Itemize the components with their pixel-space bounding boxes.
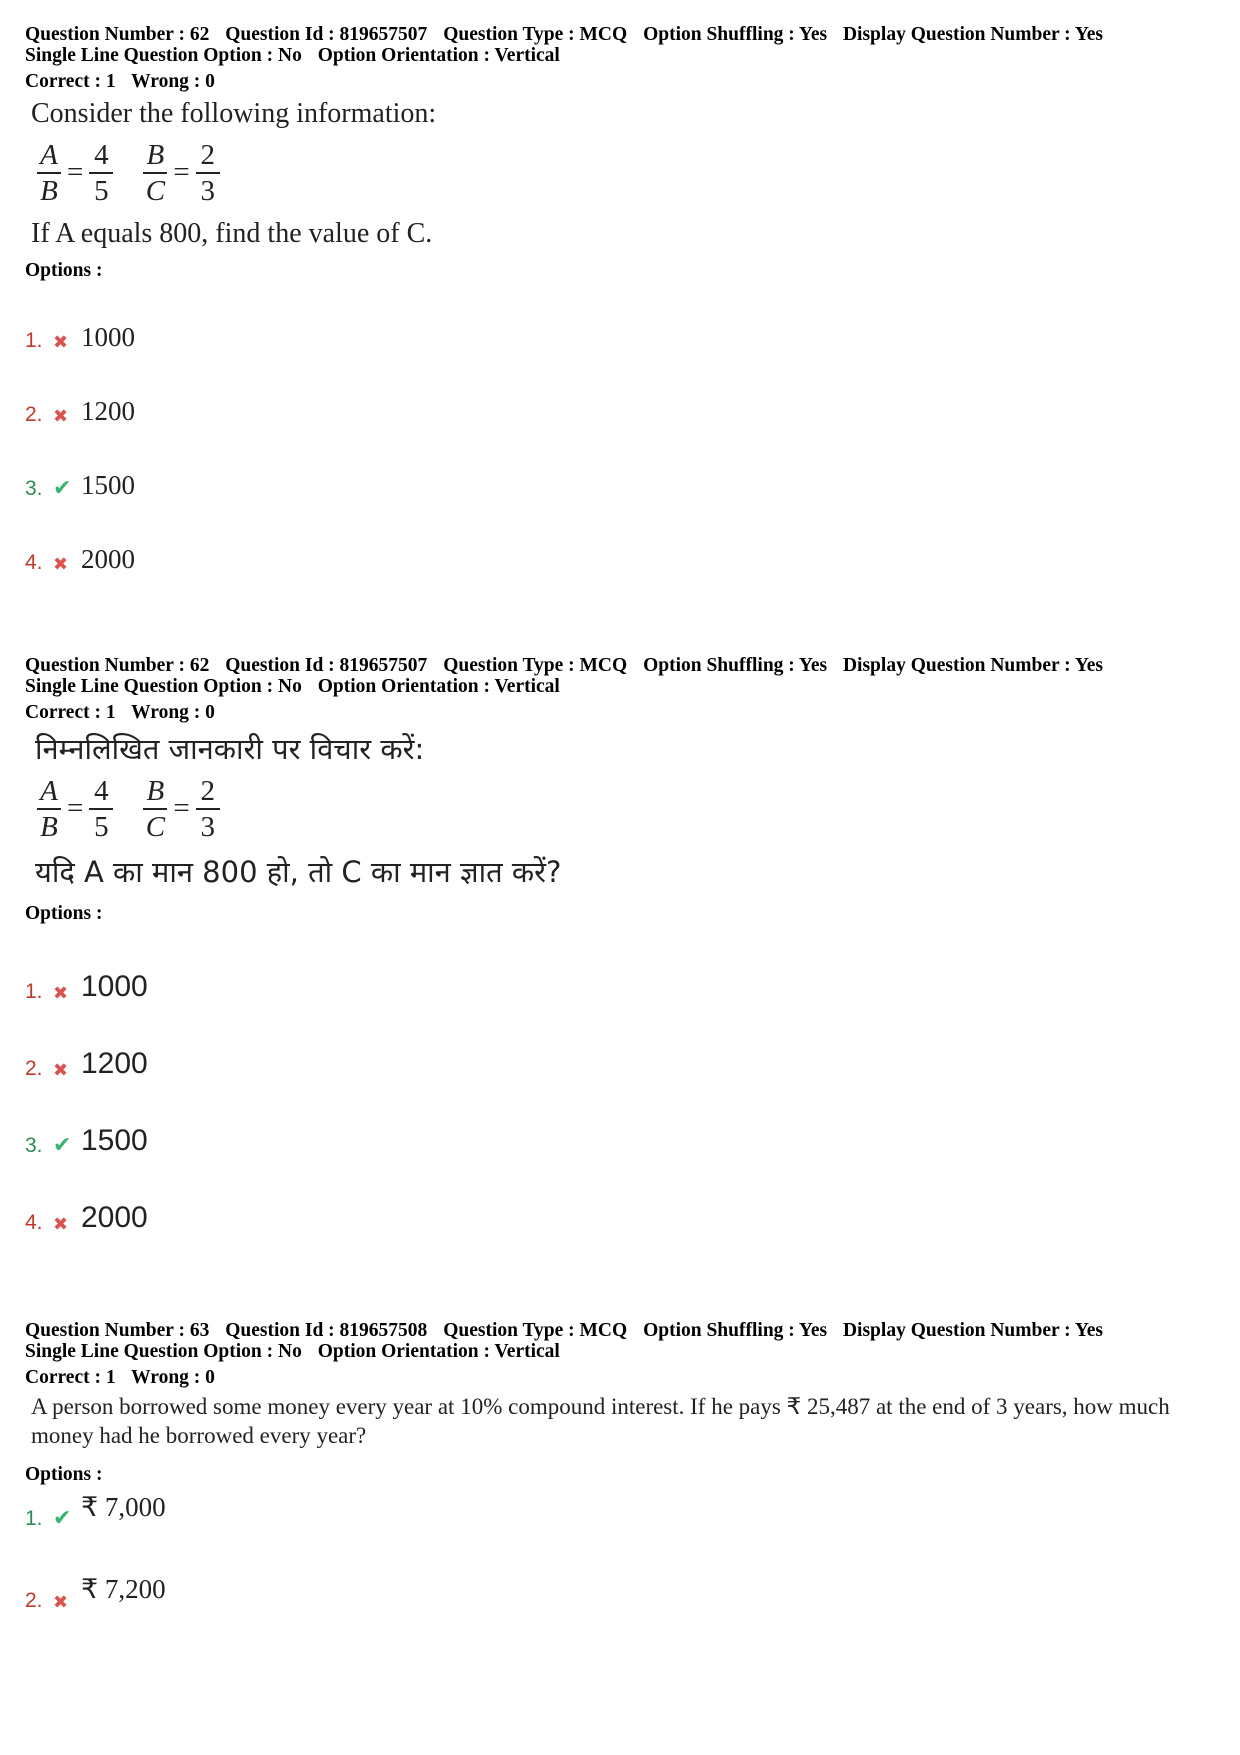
fraction-2-3 [196, 138, 220, 208]
cross-mark-icon: ✖ [53, 983, 69, 1004]
wrong-marks: Wrong : 0 [131, 71, 215, 92]
question-prompt: निम्नलिखित जानकारी पर विचार करें: [35, 732, 425, 766]
cross-mark-icon: ✖ [53, 1060, 69, 1081]
cross-mark-icon: ✖ [53, 554, 69, 575]
single-line-option: Single Line Question Option : No [25, 676, 302, 697]
denominator: B [40, 810, 58, 843]
denominator: 5 [94, 174, 109, 207]
option-number: 2. [25, 1589, 43, 1612]
question-block-1 [25, 24, 1225, 282]
numerator: 2 [200, 139, 215, 171]
marks-line [25, 71, 1225, 92]
option-orientation: Option Orientation : Vertical [317, 676, 560, 697]
option-2 [25, 1574, 166, 1613]
question-block-2 [25, 655, 1225, 925]
cross-mark-icon: ✖ [53, 1592, 69, 1613]
display-question-number: Display Question Number : Yes [842, 1320, 1103, 1341]
equations [37, 138, 1225, 208]
option-value: 2000 [81, 1201, 148, 1234]
wrong-marks: Wrong : 0 [131, 702, 215, 723]
option-2 [25, 396, 135, 427]
option-value: 1000 [81, 970, 148, 1003]
fraction-2-3 [196, 774, 220, 844]
question-type: Question Type : MCQ [443, 1320, 628, 1341]
option-1 [25, 322, 135, 353]
denominator: C [145, 174, 166, 207]
question-number: Question Number : 62 [25, 655, 210, 676]
numerator: B [146, 139, 165, 171]
denominator: 5 [94, 810, 109, 843]
denominator: 3 [200, 810, 215, 843]
option-value: 1200 [81, 1047, 148, 1080]
option-value: 1000 [81, 322, 135, 352]
option-4 [25, 1201, 148, 1235]
question-number: Question Number : 62 [25, 24, 210, 45]
option-number: 3. [25, 477, 43, 500]
question-line: A person borrowed some money every year at 10% compound interest. If he pays ₹ 25,487 at the end of 3 years, how much [31, 1394, 1170, 1419]
check-mark-icon: ✔ [53, 1133, 72, 1158]
numerator: 2 [200, 775, 215, 807]
question-meta-line2 [25, 676, 1225, 697]
option-number: 1. [25, 329, 43, 352]
numerator: B [146, 775, 165, 807]
question-text: If A equals 800, find the value of C. [31, 217, 433, 249]
cross-mark-icon: ✖ [53, 1214, 69, 1235]
equals-sign: = [67, 156, 84, 189]
options-label: Options : [25, 1464, 103, 1485]
option-value: 1200 [81, 396, 135, 426]
question-type: Question Type : MCQ [443, 655, 628, 676]
option-3 [25, 470, 135, 501]
check-mark-icon: ✔ [53, 476, 72, 501]
single-line-option: Single Line Question Option : No [25, 45, 302, 66]
fraction-a-b [37, 138, 61, 208]
equals-sign: = [67, 792, 84, 825]
question-block-3 [25, 1320, 1225, 1486]
option-orientation: Option Orientation : Vertical [317, 45, 560, 66]
numerator: A [40, 139, 58, 171]
question-meta-line1 [25, 24, 1225, 45]
options-label: Options : [25, 902, 103, 924]
option-orientation: Option Orientation : Vertical [317, 1341, 560, 1362]
option-number: 4. [25, 1211, 43, 1234]
question-id: Question Id : 819657507 [225, 655, 428, 676]
question-meta-line2 [25, 1341, 1225, 1362]
cross-mark-icon: ✖ [53, 406, 69, 427]
correct-marks: Correct : 1 [25, 71, 116, 92]
question-number: Question Number : 63 [25, 1320, 210, 1341]
option-3 [25, 1124, 148, 1158]
correct-marks: Correct : 1 [25, 1367, 116, 1388]
question-meta-line1 [25, 655, 1225, 676]
denominator: B [40, 174, 58, 207]
question-meta-line2 [25, 45, 1225, 66]
marks-line [25, 1367, 1225, 1388]
option-shuffling: Option Shuffling : Yes [643, 24, 828, 45]
option-1 [25, 1492, 166, 1531]
cross-mark-icon: ✖ [53, 332, 69, 353]
correct-marks: Correct : 1 [25, 702, 116, 723]
option-number: 4. [25, 551, 43, 574]
option-2 [25, 1047, 148, 1081]
equations [37, 774, 1225, 844]
marks-line [25, 702, 1225, 723]
fraction-b-c [143, 774, 167, 844]
denominator: C [145, 810, 166, 843]
option-value: ₹ 7,000 [81, 1492, 166, 1522]
numerator: 4 [94, 139, 109, 171]
option-value: 2000 [81, 544, 135, 574]
option-value: 1500 [81, 1124, 148, 1157]
option-4 [25, 544, 135, 575]
fraction-a-b [37, 774, 61, 844]
option-value: 1500 [81, 470, 135, 500]
option-shuffling: Option Shuffling : Yes [643, 655, 828, 676]
fraction-4-5 [89, 774, 113, 844]
question-text [31, 1392, 1225, 1450]
numerator: 4 [94, 775, 109, 807]
question-meta-line1 [25, 1320, 1225, 1341]
options-label: Options : [25, 259, 103, 281]
numerator: A [40, 775, 58, 807]
option-number: 1. [25, 1507, 43, 1530]
single-line-option: Single Line Question Option : No [25, 1341, 302, 1362]
question-id: Question Id : 819657507 [225, 24, 428, 45]
equals-sign: = [173, 156, 190, 189]
denominator: 3 [200, 174, 215, 207]
option-number: 2. [25, 1057, 43, 1080]
display-question-number: Display Question Number : Yes [842, 24, 1103, 45]
option-number: 1. [25, 980, 43, 1003]
fraction-4-5 [89, 138, 113, 208]
wrong-marks: Wrong : 0 [131, 1367, 215, 1388]
question-id: Question Id : 819657508 [225, 1320, 428, 1341]
question-text: यदि A का मान 800 हो, तो C का मान ज्ञात करें? [35, 854, 562, 889]
display-question-number: Display Question Number : Yes [842, 655, 1103, 676]
option-value: ₹ 7,200 [81, 1574, 166, 1604]
option-shuffling: Option Shuffling : Yes [643, 1320, 828, 1341]
option-1 [25, 970, 148, 1004]
question-prompt: Consider the following information: [31, 98, 437, 129]
option-number: 3. [25, 1134, 43, 1157]
question-line: money had he borrowed every year? [31, 1423, 367, 1448]
option-number: 2. [25, 403, 43, 426]
equals-sign: = [173, 792, 190, 825]
question-type: Question Type : MCQ [443, 24, 628, 45]
fraction-b-c [143, 138, 167, 208]
check-mark-icon: ✔ [53, 1506, 72, 1531]
